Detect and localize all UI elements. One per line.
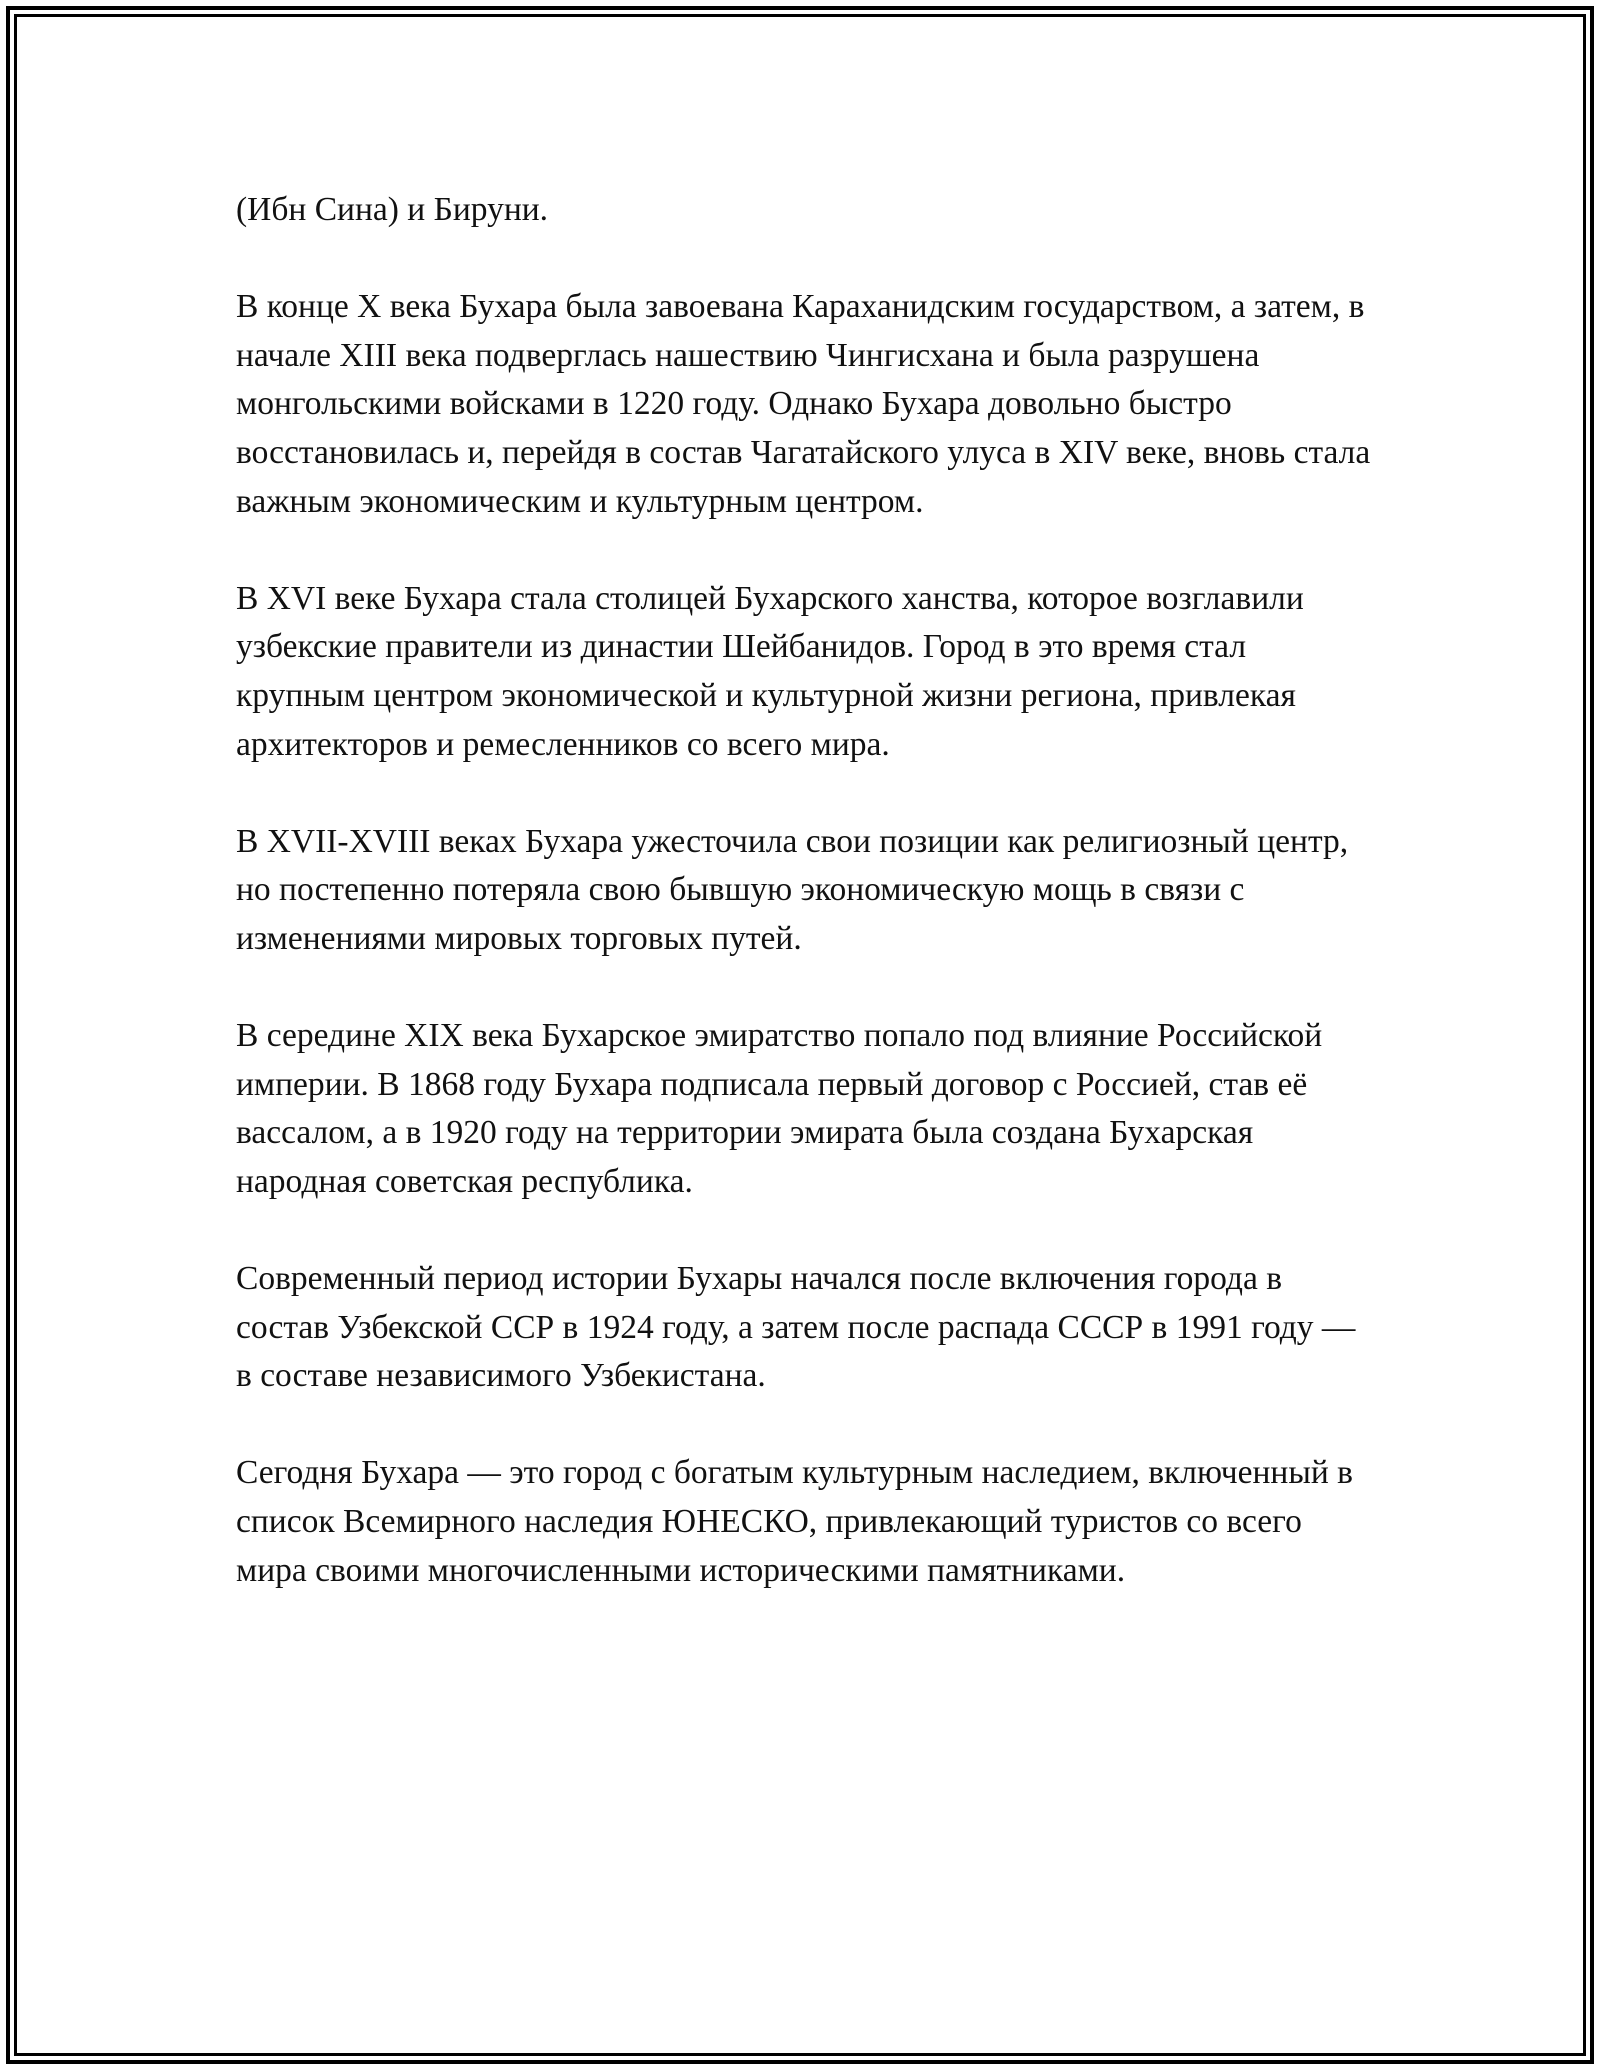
document-body bbox=[236, 186, 1376, 1595]
paragraph-17th-18th-century: В XVII-XVIII веках Бухара ужесточила свои позиции как религиозный центр, но постепенно потеряла свою бывшую экономическую мощь в связи с изменениями мировых торговых путей. bbox=[236, 822, 1349, 957]
paragraph-modern-period: Современный период истории Бухары начался после включения города в состав Узбекской ССР в 1924 году, а затем после распада СССР в 1991 году — в составе независимого Узбекистана. bbox=[236, 1260, 1356, 1395]
paragraph-16th-century: В XVI веке Бухара стала столицей Бухарского ханства, которое возглавили узбекские правители из династии Шейбанидов. Город в это время стал крупным центром экономической и культурной жизни региона, привлекая архитекторов и ремесленников со всего мира. bbox=[236, 579, 1304, 763]
paragraph-continuation: (Ибн Сина) и Бируни. bbox=[236, 191, 549, 228]
paragraph-10th-13th-century: В конце X века Бухара была завоевана Караханидским государством, а затем, в начале XIII века подверглась нашествию Чингисхана и была разрушена монгольскими войсками в 1220 году. Однако Бухара довольно быстро восстановилась и, перейдя в состав Чагатайского улуса в XIV веке, вновь стала важным экономическим и культурным центром. bbox=[236, 288, 1371, 520]
paragraph-19th-century: В середине XIX века Бухарское эмиратство попало под влияние Российской империи. В 1868 году Бухара подписала первый договор с Россией, став её вассалом, а в 1920 году на территории эмирата была создана Бухарская народная советская республика. bbox=[236, 1017, 1323, 1200]
paragraph-today: Сегодня Бухара — это город с богатым культурным наследием, включенный в список Всемирного наследия ЮНЕСКО, привлекающий туристов со всего мира своими многочисленными историческими памятниками. bbox=[236, 1454, 1353, 1589]
